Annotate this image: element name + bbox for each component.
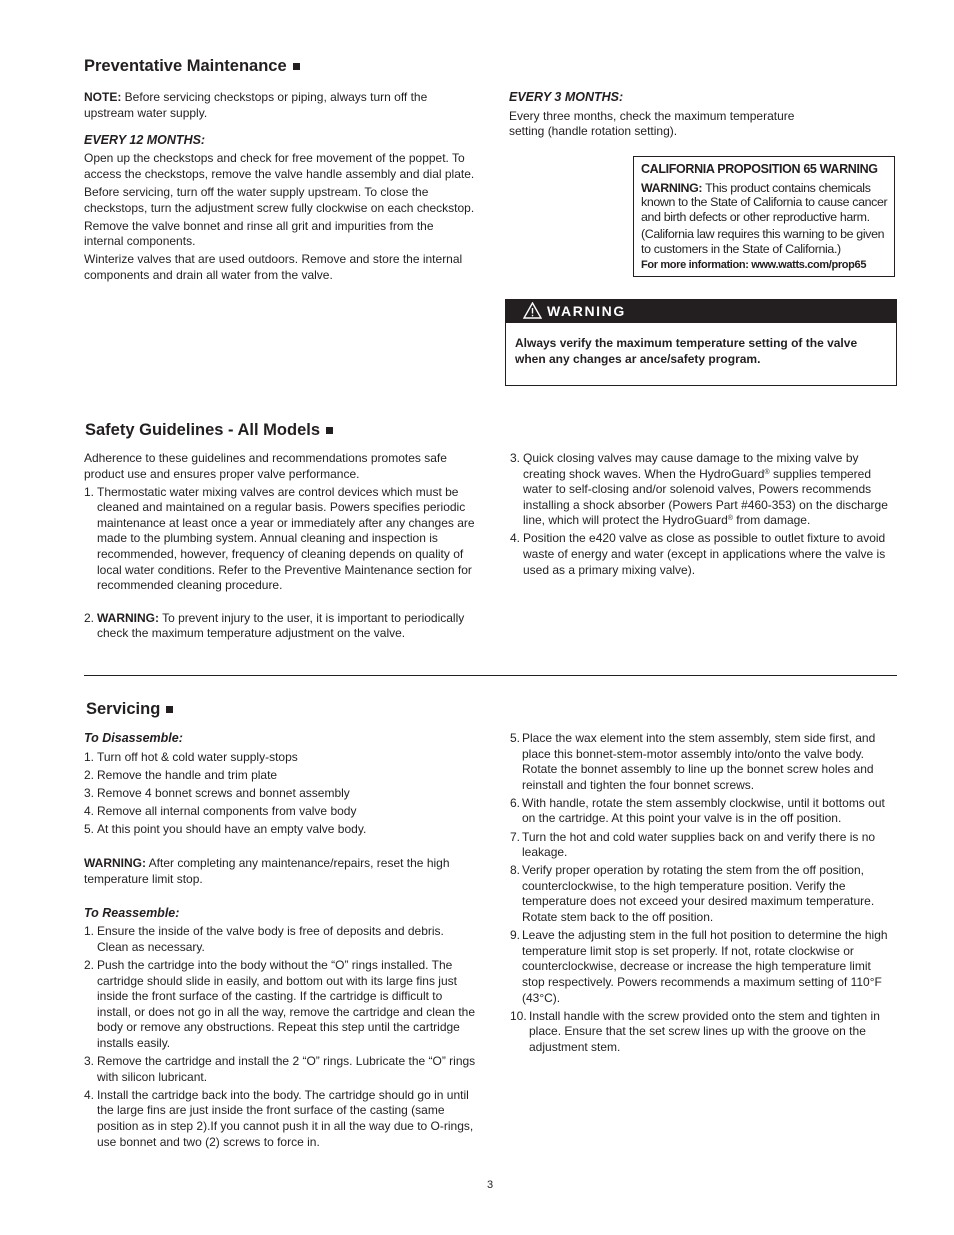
reassemble-step-7: Turn the hot and cold water supplies back on and verify there is no leakage. xyxy=(522,829,876,860)
list-item: 9. Leave the adjusting stem in the full hot position to determine the high temperature limit stop is set properly. If not, rotate clockwise or counterclockwise, decrease or increase the high temperature limit stop respectively. Powers recommends a maximum setting of 110°F (43°C). xyxy=(510,928,888,1005)
registered-mark: ® xyxy=(727,515,733,523)
every-3-months-text: Every three months, check the maximum temperature setting (handle rotation setting). xyxy=(509,108,795,139)
list-item: 2. Remove the handle and trim plate xyxy=(84,767,278,782)
preventative-left-column xyxy=(84,90,476,286)
every-12-paragraph-4: Winterize valves that are used outdoors. Remove and store the internal components and drain all water from the valve. xyxy=(84,252,463,282)
warning-box xyxy=(505,299,897,386)
registered-mark: ® xyxy=(764,468,770,476)
square-bullet-icon xyxy=(293,63,300,70)
every-12-months-label: EVERY 12 MONTHS: xyxy=(84,132,206,147)
reassemble-step-10: Install handle with the screw provided onto the stem and tighten in place. Ensure that the set screw lines up with the groove on the adjustment stem. xyxy=(529,1008,880,1054)
every-3-months-label: EVERY 3 MONTHS: xyxy=(509,90,624,104)
list-item: 1. Ensure the inside of the valve body is free of deposits and debris. Clean as necessary. xyxy=(84,924,444,954)
reassemble-list-left xyxy=(84,924,476,1150)
list-item: 4. Install the cartridge back into the body. The cartridge should go in until the large fins are just inside the front surface of the casting (same position as in step 2).If you cannot push it in all the way due to O-rings, use bonnet and two (2) screws to force in. xyxy=(84,1087,474,1149)
section-divider xyxy=(84,675,897,676)
list-item: 1. Turn off hot & cold water supply-stops xyxy=(84,749,298,764)
every-12-paragraph-2: Before servicing, turn off the water supply upstream. To close the checkstops, turn the adjustment screw fully clockwise on each checkstop. xyxy=(84,184,475,215)
safety-item-2-label: WARNING: xyxy=(97,610,159,625)
disassemble-list xyxy=(84,750,476,838)
preventative-heading xyxy=(84,57,300,76)
list-item: 2. WARNING: To prevent injury to the user, it is important to periodically check the maximum temperature adjustment on the valve. xyxy=(84,610,465,641)
reassemble-step-3: Remove the cartridge and install the 2 “O” rings. Lubricate the “O” rings with silicon lubricant. xyxy=(97,1054,476,1084)
safety-list-right xyxy=(510,451,900,578)
note-paragraph xyxy=(84,90,476,121)
list-item: 4. Remove all internal components from valve body xyxy=(84,803,357,818)
warning-triangle-icon xyxy=(523,302,542,319)
prop65-law-text: (California law requires this warning to be given to customers in the State of California.) xyxy=(641,227,885,256)
servicing-warning-text: After completing any maintenance/repairs, reset the high temperature limit stop. xyxy=(84,856,450,886)
safety-item-2-text: To prevent injury to the user, it is important to periodically check the maximum temperature adjustment on the valve. xyxy=(97,610,465,641)
servicing-right-column xyxy=(510,731,896,1058)
list-item: 3. Quick closing valves may cause damage to the mixing valve by creating shock waves. When the HydroGuard® supplies tempered water to self-closing and/or solenoid valves, Powers recommends installing a shock absorber (Powers Part #460-353) on the discharge line, which will protect the HydroGuard® from damage. xyxy=(510,451,888,528)
prop65-warning-box xyxy=(633,156,895,277)
disassemble-step-3: Remove 4 bonnet screws and bonnet assembly xyxy=(97,785,350,800)
prop65-warning-label: WARNING: xyxy=(641,181,703,195)
list-item: 7. Turn the hot and cold water supplies back on and verify there is no leakage. xyxy=(510,829,876,860)
warning-text: Always verify the maximum temperature setting of the valve when any changes ar ance/safety program. xyxy=(515,336,858,366)
reassemble-step-8: Verify proper operation by rotating the stem from the off position, counterclockwise, to the high temperature position. Verify the temperature does not exceed your desired maximum temperature. Rotate stem back to the off position. xyxy=(522,863,875,925)
disassemble-step-5: At this point you should have an empty valve body. xyxy=(97,821,367,836)
safety-item-4-text: Position the e420 valve as close as possible to outlet fixture to avoid waste of energy and water (except in applications where the valve is used as a primary mixing valve). xyxy=(523,531,886,577)
prop65-title: CALIFORNIA PROPOSITION 65 WARNING xyxy=(641,162,878,176)
prop65-warning-text: This product contains chemicals known to the State of California to cause cancer and birth defects or other reproductive harm. xyxy=(641,181,888,224)
reassemble-step-5: Place the wax element into the stem assembly, stem side first, and place this bonnet-stem-motor assembly into/onto the valve body. Rotate the bonnet assembly to line up the bonnet screw holes and reinstall and tighten the four bonnet screws. xyxy=(522,731,876,792)
reassemble-label: To Reassemble: xyxy=(84,905,180,920)
page-number: 3 xyxy=(486,1179,494,1191)
list-item: 1. Thermostatic water mixing valves are control devices which must be cleaned and maintained on a regular basis. Powers specifies periodic maintenance at least once a year or immediately after any changes are made to the plumbing system. Annual cleaning and inspection is recommended, however, frequency of cleaning depends on quality of local water conditions. Refer to the Preventive Maintenance section for recommended cleaning procedure. xyxy=(84,484,475,593)
safety-heading xyxy=(85,421,333,440)
prop65-warning-paragraph xyxy=(641,181,888,224)
reassemble-step-1: Ensure the inside of the valve body is free of deposits and debris. Clean as necessary. xyxy=(97,924,444,954)
servicing-heading-text: Servicing xyxy=(86,700,161,718)
every-12-paragraph-1: Open up the checkstops and check for free movement of the poppet. To access the checkstops, remove the valve handle assembly and dial plate. xyxy=(84,151,475,181)
list-item: 2. Push the cartridge into the body without the “O” rings installed. The cartridge should slide in easily, and bottom out with its large fins just inside the front surface of the casting. If the cartridge is difficult to install, or does not go in all the way, remove the cartridge and clean the body or remove any obstructions. Repeat this step until the cartridge installs easily. xyxy=(84,958,475,1050)
safety-list-left xyxy=(84,485,475,642)
list-item: 8. Verify proper operation by rotating the stem from the off position, counterclockwise, to the high temperature position. Verify the temperature does not exceed your desired maximum temperature. Rotate stem back to the off position. xyxy=(510,863,875,925)
safety-heading-text: Safety Guidelines - All Models xyxy=(85,421,321,439)
safety-right-column xyxy=(510,451,900,581)
preventative-right-column xyxy=(509,90,809,142)
safety-item-1-text: Thermostatic water mixing valves are control devices which must be cleaned and maintained on a regular basis. Powers specifies periodic maintenance at least once a year or immediately after any changes are made to the plumbing system. Annual cleaning and inspection is recommended, however, frequency of cleaning depends on quality of local water conditions. Refer to the Preventive Maintenance section for recommended cleaning procedure. xyxy=(97,484,475,593)
safety-left-column xyxy=(84,451,475,645)
safety-item-3-text-a: Quick closing valves may cause damage to the mixing valve by creating shock waves. When the HydroGuard xyxy=(523,451,859,481)
warning-title-bar xyxy=(506,300,896,323)
warning-title: WARNING xyxy=(547,303,626,319)
servicing-heading xyxy=(86,700,173,719)
list-item: 3. Remove the cartridge and install the 2 “O” rings. Lubricate the “O” rings with silicon lubricant. xyxy=(84,1054,476,1084)
safety-intro: Adherence to these guidelines and recommendations promotes safe product use and ensures proper valve performance. xyxy=(84,451,447,481)
safety-item-3-text-c: from damage. xyxy=(732,513,811,528)
servicing-warning xyxy=(84,856,476,887)
reassemble-step-9: Leave the adjusting stem in the full hot position to determine the high temperature limit stop is set properly. If not, rotate clockwise or counterclockwise, decrease or increase the high temperature limit stop respectively. Powers recommends a maximum setting of 110°F (43°C). xyxy=(522,928,888,1005)
servicing-warning-label: WARNING: xyxy=(84,856,146,871)
disassemble-label: To Disassemble: xyxy=(84,731,183,745)
list-item: 3. Remove 4 bonnet screws and bonnet assembly xyxy=(84,785,350,800)
prop65-more-info: For more information: www.watts.com/prop65 xyxy=(641,259,867,272)
reassemble-list-right-2 xyxy=(510,1009,896,1056)
reassemble-step-2: Push the cartridge into the body without the “O” rings installed. The cartridge should slide in easily, and bottom out with its large fins just inside the front surface of the casting. If the cartridge is difficult to install, or does not go in all the way, remove the cartridge and clean the body or remove any obstructions. Repeat this step until the cartridge installs easily. xyxy=(97,958,475,1050)
square-bullet-icon xyxy=(326,427,333,434)
reassemble-list-right xyxy=(510,731,896,1006)
disassemble-step-2: Remove the handle and trim plate xyxy=(97,767,278,782)
note-label: NOTE: xyxy=(84,90,122,104)
list-item: 5. At this point you should have an empty valve body. xyxy=(84,821,367,836)
list-item: 10. Install handle with the screw provided onto the stem and tighten in place. Ensure that the set screw lines up with the groove on the adjustment stem. xyxy=(510,1008,880,1054)
note-text: Before servicing checkstops or piping, always turn off the upstream water supply. xyxy=(84,90,428,120)
reassemble-step-6: With handle, rotate the stem assembly clockwise, until it bottoms out on the cartridge. At this point your valve is in the off position. xyxy=(522,795,885,826)
square-bullet-icon xyxy=(166,706,173,713)
list-item: 6. With handle, rotate the stem assembly clockwise, until it bottoms out on the cartridge. At this point your valve is in the off position. xyxy=(510,795,885,826)
disassemble-step-4: Remove all internal components from valve body xyxy=(97,803,357,818)
safety-item-3-text-b: supplies tempered water to self-closing and/or solenoid valves, Powers recommends installing a shock absorber (Powers Part #460-353) on the discharge line, which will protect the HydroGuard xyxy=(523,466,888,528)
every-12-paragraph-3: Remove the valve bonnet and rinse all grit and impurities from the internal components. xyxy=(84,218,434,249)
preventative-heading-text: Preventative Maintenance xyxy=(84,57,287,75)
list-item: 5. Place the wax element into the stem assembly, stem side first, and place this bonnet-stem-motor assembly into/onto the valve body. Rotate the bonnet assembly to line up the bonnet screw holes and reinstall and tighten the four bonnet screws. xyxy=(510,731,876,792)
servicing-left-column xyxy=(84,731,476,1153)
reassemble-step-4: Install the cartridge back into the body. The cartridge should go in until the large fins are just inside the front surface of the casting (same position as in step 2).If you cannot push it in all the way due to O-rings, use bonnet and two (2) screws to force in. xyxy=(97,1087,474,1149)
disassemble-step-1: Turn off hot & cold water supply-stops xyxy=(97,749,298,764)
list-item: 4. Position the e420 valve as close as possible to outlet fixture to avoid waste of energy and water (except in applications where the valve is used as a primary mixing valve). xyxy=(510,531,886,577)
